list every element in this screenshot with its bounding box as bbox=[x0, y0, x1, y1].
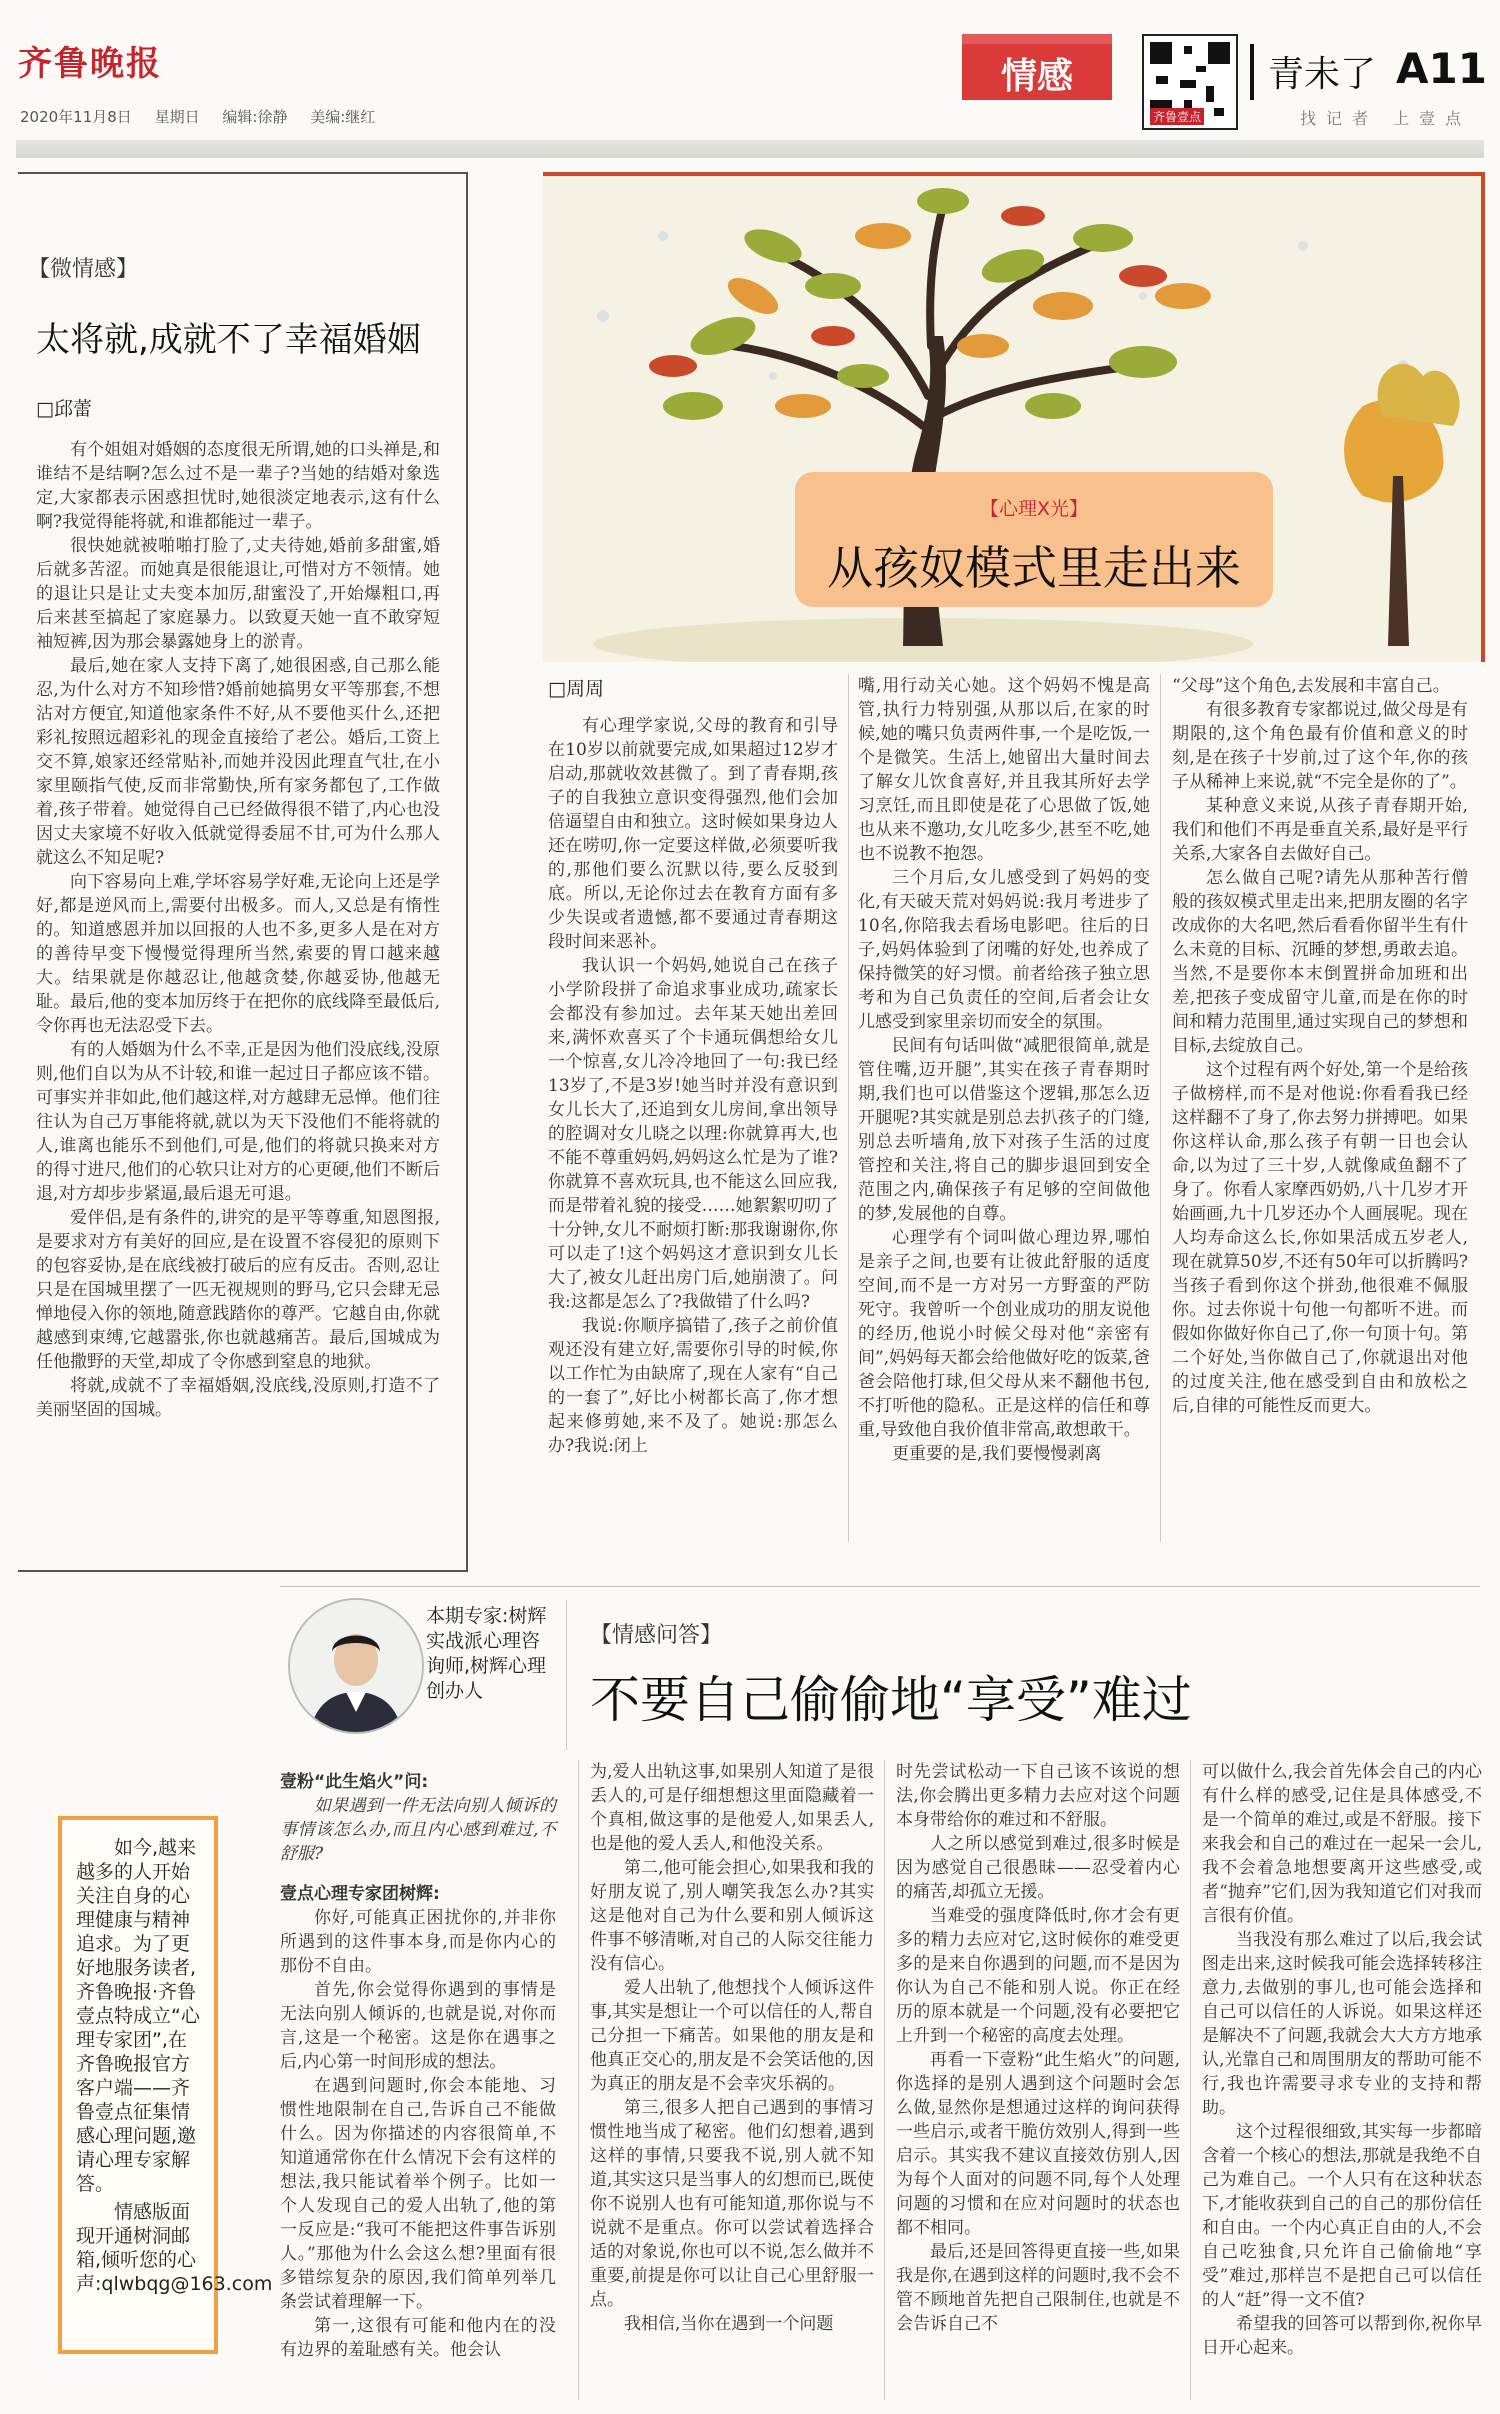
paragraph: 有的人婚姻为什么不幸,正是因为他们没底线,没原则,他们自以为从不计较,和谁一起过日子都应该不错。可事实并非如此,他们越这样,对方越肆无忌惮。他们往往认为自己万事能将就,就以为天下没他们不能将就的人,谁离也能乐不到他们,可是,他们的将就只换来对方的得寸进尺,他们的心软只让对方的心更硬,他们不断后退,对方却步步紧逼,最后退无可退。 bbox=[36, 1040, 440, 1204]
paragraph: 三个月后,女儿感受到了妈妈的变化,有天破天荒对妈妈说:我月考进步了10名,你陪我去看场电影吧。往后的日子,妈妈体验到了闭嘴的好处,也养成了保持微笑的好习惯。前者给孩子独立思考和为自己负责任的空间,后者会让女儿感受到家里亲切而安全的氛围。 bbox=[858, 868, 1150, 1032]
paragraph: 第三,很多人把自己遇到的事情习惯性地当成了秘密。他们幻想着,遇到这样的事情,只要我不说,别人就不知道,其实这只是当事人的幻想而已,既使你不说别人也有可能知道,那你说与不说就不是重点。你可以尝试着选择合适的对象说,你也可以不说,怎么做并不重要,前提是你可以让自己心里舒服一点。 bbox=[590, 2098, 874, 2310]
article3-column-2 bbox=[590, 1760, 874, 2336]
article1-tag: 【微情感】 bbox=[28, 257, 139, 282]
paragraph: 有个姐姐对婚姻的态度很无所谓,她的口头禅是,和谁结不是结啊?怎么过不是一辈子?当她的结婚对象选定,大家都表示困惑担忧时,她很淡定地表示,这有什么啊?我觉得能将就,和谁都能过一辈子。 bbox=[36, 440, 440, 532]
editor-credit: 编辑:徐静 bbox=[222, 108, 288, 126]
paragraph: 首先,你会觉得你遇到的事情是无法向别人倾诉的,也就是说,对你而言,这是一个秘密。这是你在遇事之后,内心第一时间形成的想法。 bbox=[280, 1980, 556, 2072]
paragraph: 很快她就被啪啪打脸了,丈夫待她,婚前多甜蜜,婚后就多苦涩。而她真是很能退让,可惜对方不领情。她的退让只是让丈夫变本加厉,甜蜜没了,开始爆粗口,再后来甚至搞起了家庭暴力。以致夏天她一直不敢穿短袖短裤,因为那会暴露她身上的淤青。 bbox=[36, 536, 440, 652]
notice-box bbox=[58, 1816, 273, 2354]
article3-title: 不要自己偷偷地“享受”难过 bbox=[590, 1671, 1192, 1729]
column-divider bbox=[1190, 1760, 1191, 2400]
qr-caption: 齐鲁壹点 bbox=[1150, 108, 1204, 125]
newspaper-logo: 齐鲁晚报 bbox=[18, 44, 162, 84]
paragraph: 嘴,用行动关心她。这个妈妈不愧是高管,执行力特别强,从那以后,在家的时候,她的嘴只负责两件事,一个是吃饭,一个是微笑。生活上,她留出大量时间去了解女儿饮食喜好,并且我其所好去学习烹饪,而且即使是花了心思做了饭,她也从来不邀功,女儿吃多少,甚至不吃,她也不说教不抱怨。 bbox=[858, 676, 1150, 864]
paragraph: 爱伴侣,是有条件的,讲究的是平等尊重,知恩图报,是要求对方有美好的回应,是在设置不容侵犯的原则下的包容妥协,是在底线被打破后的应有反击。否则,忍让只是在国城里摆了一匹无视规则的野马,它只会肆无忌惮地侵入你的领地,随意践踏你的尊严。它越自由,你就越感到束缚,它越嚣张,你也就越痛苦。最后,国城成为任他撒野的天堂,却成了令你感到窒息的地狱。 bbox=[36, 1208, 440, 1372]
paragraph: 某种意义来说,从孩子青春期开始,我们和他们不再是垂直关系,最好是平行关系,大家各自去做好自己。 bbox=[1172, 796, 1468, 864]
paragraph: 第二,他可能会担心,如果我和我的好朋友说了,别人嘲笑我怎么办?其实这是他对自己为什么要和别人倾诉这件事不够清晰,对自己的人际交往能力没有信心。 bbox=[590, 1858, 874, 1974]
paragraph: 为,爱人出轨这事,如果别人知道了是很丢人的,可是仔细想想这里面隐藏着一个真相,做这事的是他爱人,如果丢人,也是他的爱人丢人,和他没关系。 bbox=[590, 1762, 874, 1854]
article2-tag: 【心理X光】 bbox=[979, 498, 1089, 520]
paragraph: 时先尝试松动一下自己该不该说的想法,你会腾出更多精力去应对这个问题本身带给你的难过和不舒服。 bbox=[896, 1762, 1180, 1830]
article3-tag: 【情感问答】 bbox=[590, 1623, 723, 1648]
question-label: 壹粉“此生焰火”问: bbox=[280, 1772, 429, 1792]
article2-title: 从孩奴模式里走出来 bbox=[827, 541, 1241, 595]
answer-label: 壹点心理专家团树辉: bbox=[280, 1884, 440, 1904]
column-divider bbox=[1160, 674, 1161, 1542]
paragraph: 这个过程很细致,其实每一步都暗含着一个核心的想法,那就是我绝不自己为难自己。一个人只有在这种状态下,才能收获到自己的自己的那份信任和自由。一个内心真正自由的人,不会自己吃独食,只允许自己偷偷地“享受”难过,那样岂不是把自己可以信任的人“赶”得一文不值? bbox=[1202, 2122, 1482, 2310]
notice-email[interactable]: 情感版面现开通树洞邮箱,倾听您的心声:qlwbqg@163.com bbox=[76, 2201, 273, 2295]
column-divider bbox=[848, 674, 849, 1542]
paragraph: 怎么做自己呢?请先从那种苦行僧般的孩奴模式里走出来,把朋友圈的名字改成你的大名吧,然后看看你留半生有什么未竟的目标、沉睡的梦想,勇敢去追。当然,不是要你本末倒置拼命加班和出差,把孩子变成留守儿童,而是在你的时间和精力范围里,通过实现自己的梦想和目标,去绽放自己。 bbox=[1172, 868, 1468, 1056]
paragraph: 希望我的回答可以帮到你,祝你早日开心起来。 bbox=[1202, 2314, 1482, 2358]
expert-caption: 本期专家:树辉 实战派心理咨询师,树辉心理创办人 bbox=[426, 1605, 547, 1702]
header-divider bbox=[1250, 44, 1254, 100]
article3-column-3 bbox=[896, 1760, 1180, 2336]
paragraph: 有很多教育专家都说过,做父母是有期限的,这个角色最有价值和意义的时刻,是在孩子十岁前,过了这个年,你的孩子从稀神上来说,就“不完全是你的了”。 bbox=[1172, 700, 1468, 792]
paragraph: 人之所以感觉到难过,很多时候是因为感觉自己很愚昧——忍受着内心的痛苦,却孤立无援。 bbox=[896, 1834, 1180, 1902]
paragraph: 更重要的是,我们要慢慢剥离 bbox=[892, 1444, 1102, 1464]
article2-column-1 bbox=[548, 714, 838, 1458]
paragraph: 当难受的强度降低时,你才会有更多的精力去应对它,这时候你的难受更多的是来自你遇到的问题,而不是因为你认为自己不能和别人说。你正在经历的原本就是一个问题,没有必要把它上升到一个秘密的高度去处理。 bbox=[896, 1906, 1180, 2046]
paragraph: 可以做什么,我会首先体会自己的内心有什么样的感受,记住是具体感受,不是一个简单的难过,或是不舒服。接下来我会和自己的难过在一起呆一会儿,我不会着急地想要离开这些感受,或者“抛弃”它们,因为我知道它们对我而言很有价值。 bbox=[1202, 1762, 1482, 1926]
paragraph: 我相信,当你在遇到一个问题 bbox=[624, 2314, 834, 2334]
paragraph: 我认识一个妈妈,她说自己在孩子小学阶段拼了命追求事业成功,疏家长会都没有参加过。去年某天她出差回来,满怀欢喜买了个卡通玩偶想给女儿一个惊喜,女儿冷冷地回了一句:我已经13岁了,不是3岁!她当时并没有意识到女儿长大了,还追到女儿房间,拿出领导的腔调对女儿晓之以理:你就算再大,也不能不尊重妈妈,妈妈这么忙是为了谁?你就算不喜欢玩具,也不能这么回应我,而是带着礼貌的接受……她絮絮叨叨了十分钟,女儿不耐烦打断:那我谢谢你,你可以走了!这个妈妈这才意识到女儿长大了,被女儿赶出房门后,她崩溃了。问我:这都是怎么了?我做错了什么吗? bbox=[548, 956, 838, 1312]
article3-column-1 bbox=[280, 1770, 556, 2362]
article2-author: □周周 bbox=[548, 678, 604, 700]
notice-paragraph: 如今,越来越多的人开始关注自身的心理健康与精神追求。为了更好地服务读者,齐鲁晚报·齐鲁壹点特成立“心理专家团”,在齐鲁晚报官方客户端——齐鲁壹点征集情感心理问题,邀请心理专家解答。 bbox=[76, 1837, 200, 2195]
paragraph: 最后,她在家人支持下离了,她很困惑,自己那么能忍,为什么对方不知珍惜?婚前她搞男女平等那套,不想沾对方便宜,知道他家条件不好,从不要他买什么,还把彩礼按照远超彩礼的现金直接给了老公。婚后,工资上交不算,娘家还经常贴补,而她并没因此理直气壮,在小家里颐指气使,反而非常勤快,所有家务都包了,工作做着,孩子带着。她觉得自己已经做得很不错了,内心也没因丈夫家境不好收入低就觉得委屈不甘,可为什么那人就这么不知足呢? bbox=[36, 656, 440, 868]
paragraph: 最后,还是回答得更直接一些,如果我是你,在遇到这样的问题时,我不会不管不顾地首先把自己限制住,也就是不会告诉自己不 bbox=[896, 2242, 1180, 2334]
paragraph: 向下容易向上难,学坏容易学好难,无论向上还是学好,都是逆风而上,需要付出极多。而人,又总是有惰性的。知道感恩并加以回报的人也不多,更多人是在对方的善待早变下慢慢觉得理所当然,索要的胃口越来越大。结果就是你越忍让,他越贪婪,你越妥协,他越无耻。最后,他的变本加厉终于在把你的底线降至最低后,令你再也无法忍受下去。 bbox=[36, 872, 440, 1036]
paragraph: 民间有句话叫做“减肥很简单,就是管住嘴,迈开腿”,其实在孩子青春期时期,我们也可以借鉴这个逻辑,那怎么迈开腿呢?其实就是别总去扒孩子的门缝,别总去听墙角,放下对孩子生活的过度管控和关注,将自己的脚步退回到安全范围之内,确保孩子有足够的空间做他的梦,发展他的自尊。 bbox=[858, 1036, 1150, 1224]
paragraph: 你好,可能真正困扰你的,并非你所遇到的这件事本身,而是你内心的那份不自由。 bbox=[280, 1908, 556, 1976]
paragraph: 当我没有那么难过了以后,我会试图走出来,这时候我可能会选择转移注意力,去做别的事儿,也可能会选择和自己可以信任的人诉说。如果这样还是解决不了问题,我就会大大方方地承认,光靠自己和周围朋友的帮助可能不行,我也许需要寻求专业的支持和帮助。 bbox=[1202, 1930, 1482, 2118]
dateline bbox=[20, 106, 393, 127]
paragraph: 心理学有个词叫做心理边界,哪怕是亲子之间,也要有让彼此舒服的适度空间,而不是一方对另一方野蛮的严防死守。我曾听一个创业成功的朋友说他的经历,他说小时候父母对他“亲密有间”,妈妈每天都会给他做好吃的饭菜,爸爸会陪他打球,但父母从来不翻他书包,不打听他的隐私。正是这样的信任和尊重,导致他自我价值非常高,敢想敢干。 bbox=[858, 1228, 1150, 1440]
expert-avatar bbox=[288, 1598, 424, 1734]
paragraph: 爱人出轨了,他想找个人倾诉这件事,其实是想让一个可以信任的人,帮自己分担一下痛苦。如果他的朋友是和他真正交心的,朋友是不会笑话他的,因为真正的朋友是不会幸灾乐祸的。 bbox=[590, 1978, 874, 2094]
paragraph: 第一,这很有可能和他内在的没有边界的羞耻感有关。他会认 bbox=[280, 2316, 556, 2360]
paragraph: 这个过程有两个好处,第一个是给孩子做榜样,而不是对他说:你看看我已经这样翻不了身了,你去努力拼搏吧。如果你这样认命,那么孩子有朝一日也会认命,以为过了三十岁,人就像咸鱼翻不了身了。你看人家摩西奶奶,八十几岁才开始画画,九十几岁还办个人画展呢。现在人均寿命这么长,你如果活成五岁老人,现在就算50岁,不还有50年可以折腾吗?当孩子看到你这个拼劲,他很难不佩服你。过去你说十句他一句都听不进。而假如你做好你自己了,你一句顶十句。第二个好处,当你做自己了,你就退出对他的过度关注,他在感受到自由和放松之后,自律的可能性反而更大。 bbox=[1172, 1060, 1468, 1416]
column-divider bbox=[578, 1760, 579, 2400]
page-number: A11 bbox=[1396, 44, 1487, 93]
header-rule bbox=[16, 140, 1484, 158]
article1-title: 太将就,成就不了幸福婚姻 bbox=[36, 320, 421, 360]
paragraph: 我说:你顺序搞错了,孩子之前价值观还没有建立好,需要你引导的时候,你以工作忙为由缺席了,现在人家有“自己的一套了”,好比小树都长高了,你才想起来修剪她,来不及了。她说:那怎么办?我说:闭上 bbox=[548, 1316, 838, 1456]
category-label: 情感 bbox=[962, 34, 1112, 100]
designer-credit: 美编:继红 bbox=[310, 108, 376, 126]
article1-body bbox=[36, 438, 440, 1422]
paragraph: 有心理学家说,父母的教育和引导在10岁以前就要完成,如果超过12岁才启动,那就收效甚微了。到了青春期,孩子的自我独立意识变得强烈,他们会加倍逼望自由和独立。这时候如果身边人还在唠叨,你一定要这样做,必须要听我的,那他们要么沉默以待,要么反驳到底。所以,无论你过去在教育方面有多少失误或者遗憾,都不要通过青春期这段时间来恶补。 bbox=[548, 716, 838, 952]
issue-weekday: 星期日 bbox=[154, 108, 200, 126]
article1-author: □邱蕾 bbox=[36, 398, 92, 420]
paragraph: “父母”这个角色,去发展和丰富自己。 bbox=[1172, 676, 1450, 696]
person-icon bbox=[290, 1600, 422, 1732]
article3-column-4 bbox=[1202, 1760, 1482, 2360]
question-text: 如果遇到一件无法向别人倾诉的事情该怎么办,而且内心感到难过,不舒服? bbox=[280, 1796, 556, 1864]
article2-column-2 bbox=[858, 674, 1150, 1466]
column-divider bbox=[566, 1600, 567, 1750]
section-name: 青未了 bbox=[1268, 54, 1377, 95]
article2-column-3 bbox=[1172, 674, 1468, 1418]
paragraph: 在遇到问题时,你会本能地、习惯性地限制在自己,告诉自己不能做什么。因为你描述的内容很简单,不知道通常你在什么情况下会有这样的想法,我只能试着举个例子。比如一个人发现自己的爱人出轨了,他的第一反应是:“我可不能把这件事告诉别人。”那他为什么会这么想?里面有很多错综复杂的原因,我们简单列举几条尝试着理解一下。 bbox=[280, 2076, 556, 2312]
paragraph: 再看一下壹粉“此生焰火”的问题,你选择的是别人遇到这个问题时会怎么做,显然你是想通过这样的询问获得一些启示,或者干脆仿效别人,得到一些启示。其实我不建议直接效仿别人,因为每个人面对的问题不同,每个人处理问题的习惯和在应对问题时的状态也都不相同。 bbox=[896, 2050, 1180, 2238]
column-divider bbox=[884, 1760, 885, 2400]
issue-date: 2020年11月8日 bbox=[20, 108, 132, 126]
section-divider bbox=[280, 1586, 1480, 1587]
paragraph: 将就,成就不了幸福婚姻,没底线,没原则,打造不了美丽坚固的国城。 bbox=[36, 1376, 440, 1420]
reporter-hotline: 找记者 上壹点 bbox=[1300, 109, 1472, 128]
